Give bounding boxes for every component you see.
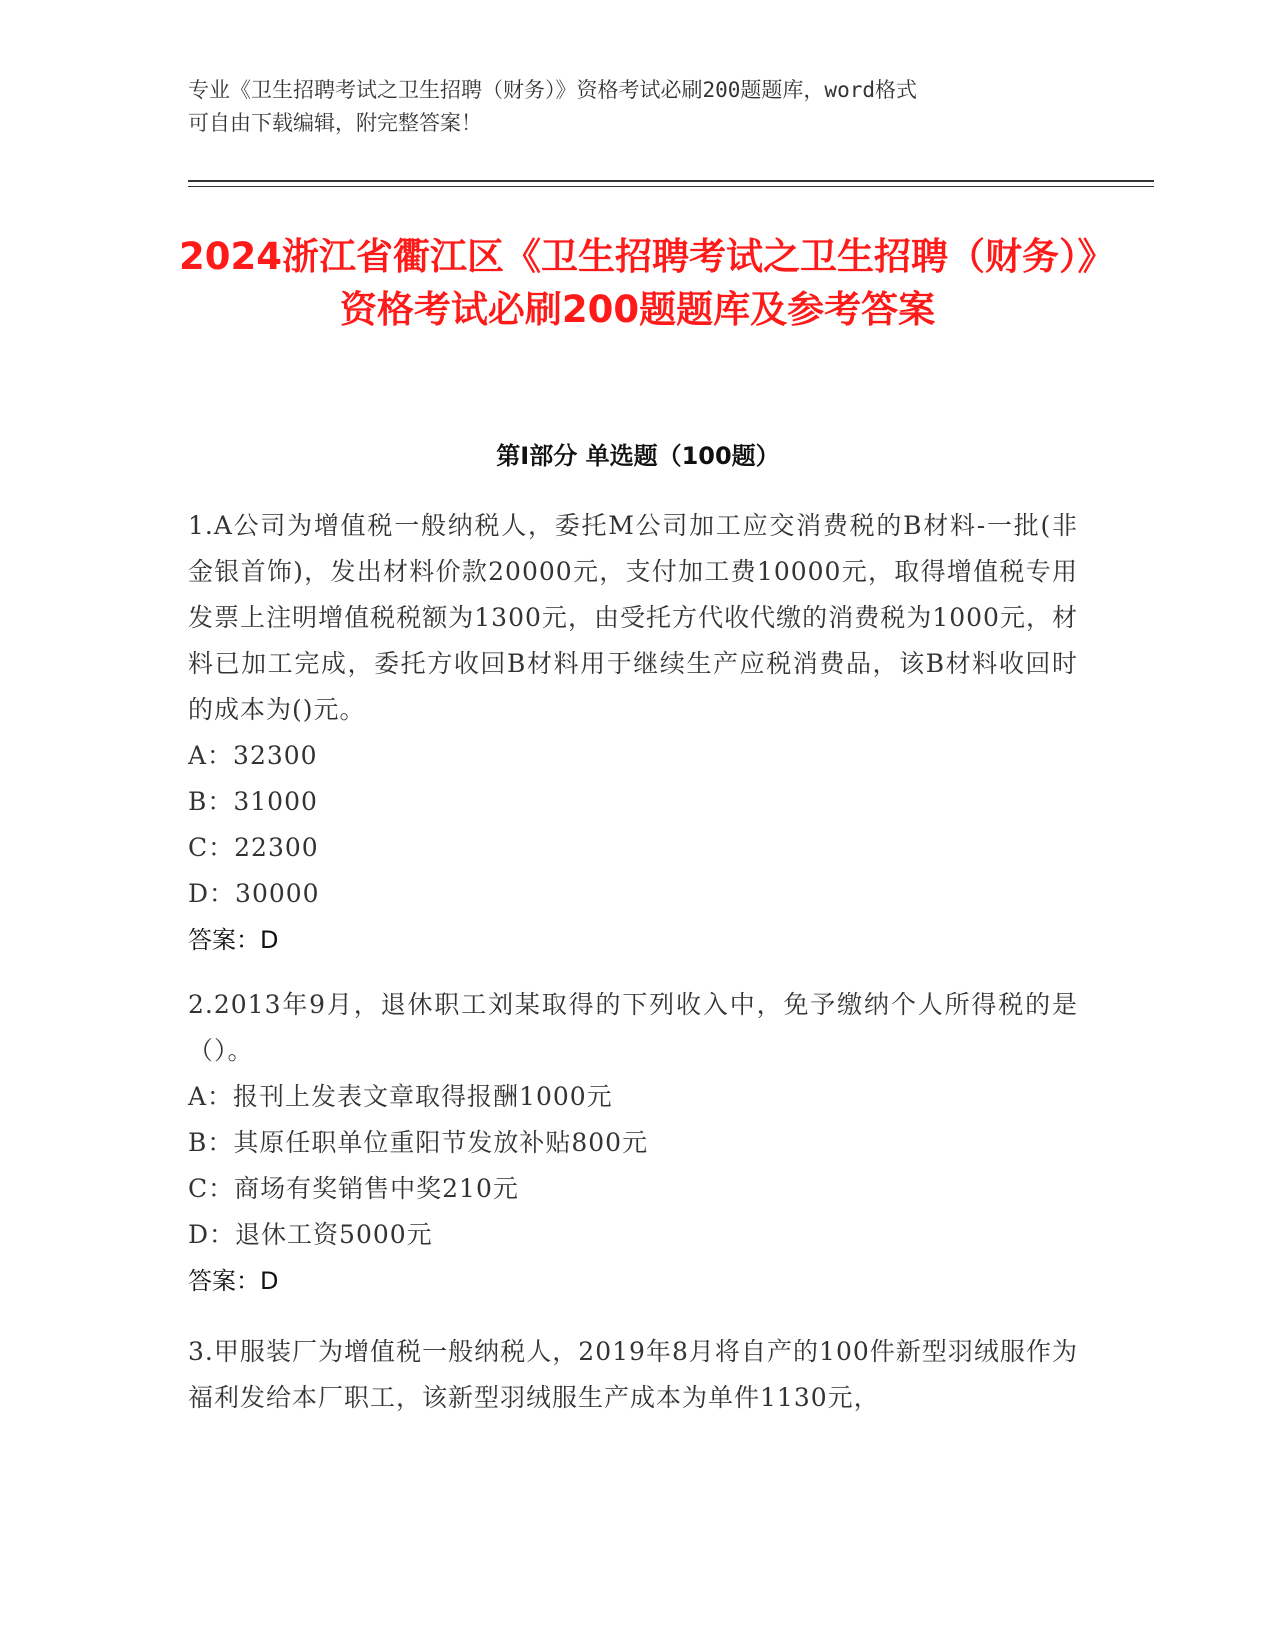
option-c: C：22300 <box>188 833 319 862</box>
question-1 <box>188 503 1078 963</box>
option-a: A：报刊上发表文章取得报酬1000元 <box>188 1082 613 1111</box>
question-stem: 2.2013年9月，退休职工刘某取得的下列收入中，免予缴纳个人所得税的是（）。 <box>188 990 1078 1065</box>
document-title: 2024浙江省衢江区《卫生招聘考试之卫生招聘（财务）》资格考试必刷200题题库及参考答案 <box>179 235 1096 331</box>
section-title: 第I部分 单选题（100题） <box>496 442 780 470</box>
question-stem: 3.甲服装厂为增值税一般纳税人，2019年8月将自产的100件新型羽绒服作为福利发给本厂职工，该新型羽绒服生产成本为单件1130元， <box>188 1337 1078 1412</box>
answer: 答案：D <box>188 926 279 954</box>
header-divider-thick <box>188 180 1154 182</box>
header-divider-thin <box>188 186 1154 187</box>
question-stem: 1.A公司为增值税一般纳税人，委托M公司加工应交消费税的B材料-一批(非金银首饰)，发出材料价款20000元，支付加工费10000元，取得增值税专用发票上注明增值税税额为1300元，由受托方代收代缴的消费税为1000元，材料已加工完成，委托方收回B材料用于继续生产应税消费品，该B材料收回时的成本为()元。 <box>188 511 1078 724</box>
option-a: A：32300 <box>188 741 318 770</box>
option-d: D：30000 <box>188 879 320 908</box>
option-b: B：31000 <box>188 787 318 816</box>
answer: 答案：D <box>188 1267 279 1295</box>
option-b: B：其原任职单位重阳节发放补贴800元 <box>188 1128 649 1157</box>
option-d: D：退休工资5000元 <box>188 1220 433 1249</box>
question-2 <box>188 982 1078 1304</box>
option-c: C：商场有奖销售中奖210元 <box>188 1174 519 1203</box>
header-note: 专业《卫生招聘考试之卫生招聘（财务）》资格考试必刷200题题库，word格式 可自由下载编辑，附完整答案！ <box>188 78 917 135</box>
question-3 <box>188 1329 1078 1421</box>
